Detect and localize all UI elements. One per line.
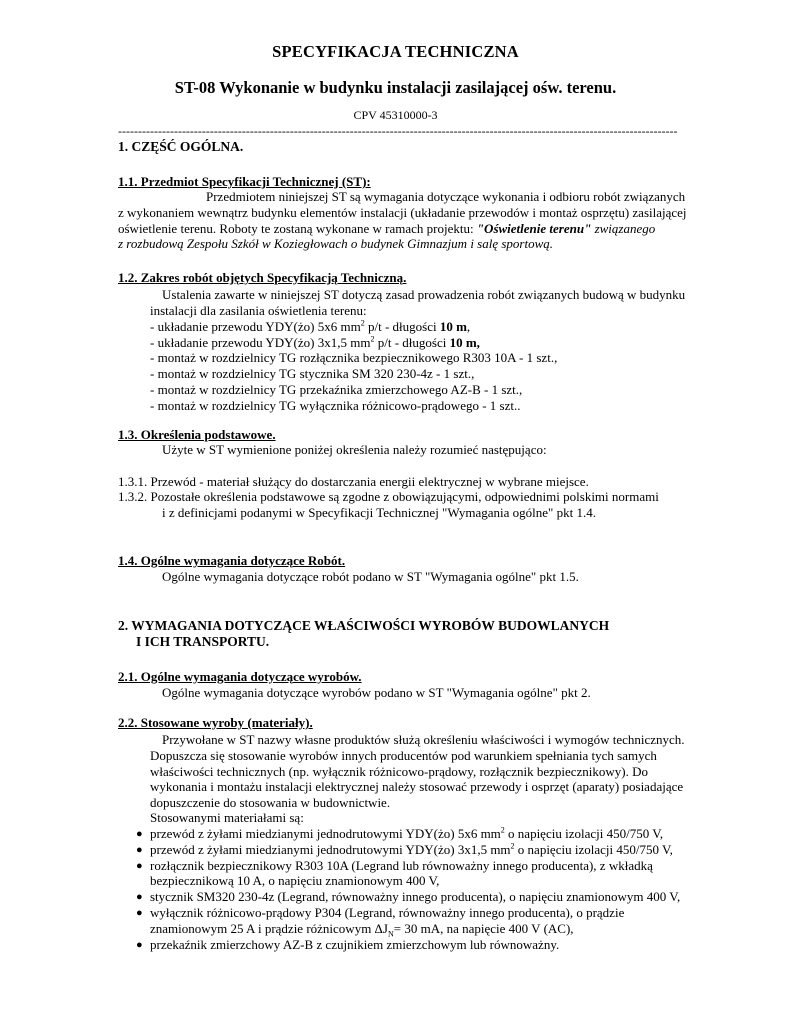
- project-name: "Oświetlenie terenu": [476, 221, 592, 236]
- section-2-2-line: Przywołane w ST nazwy własne produktów służą określeniu właściwości i wymogów technicznych.: [162, 732, 685, 747]
- document-subtitle: ST-08 Wykonanie w budynku instalacji zasilającej ośw. terenu.: [174, 78, 617, 97]
- text-run: przewód z żyłami miedzianymi jednodrutowymi YDY(żo) 3x1,5 mm: [150, 842, 511, 857]
- material-item-continued: bezpiecznikową 10 A, o napięciu znamionowym 400 V,: [150, 873, 440, 888]
- text-run: p/t - długości: [364, 319, 440, 334]
- length-value: 10 m,: [449, 335, 480, 350]
- section-2-heading: I ICH TRANSPORTU.: [136, 634, 270, 649]
- dashed-separator: --------------------------------------------------------------------------------------------------------------------------------------------: [118, 124, 678, 138]
- scope-item: [150, 319, 470, 335]
- subscript: N: [387, 929, 394, 939]
- scope-item: - montaż w rozdzielnicy TG przekaźnika zmierzchowego AZ-B - 1 szt.,: [150, 382, 523, 397]
- bullet-icon: ●: [136, 891, 143, 903]
- section-2-2-line: właściwości technicznych (np. wyłącznik różnicowo-prądowy, rozłącznik bezpiecznikowy). Do: [150, 764, 649, 779]
- section-2-1-heading: 2.1. Ogólne wymagania dotyczące wyrobów.: [118, 669, 362, 684]
- text-run: związanego: [591, 221, 656, 236]
- bullet-icon: ●: [136, 907, 143, 919]
- superscript: 2: [510, 841, 515, 851]
- definition-item: i z definicjami podanymi w Specyfikacji Technicznej "Wymagania ogólne" pkt 1.4.: [162, 505, 596, 520]
- definition-item: 1.3.1. Przewód - materiał służący do dostarczania energii elektrycznej w wybrane miejsce.: [118, 474, 589, 489]
- material-item: [150, 826, 663, 842]
- length-value: 10 m: [439, 319, 467, 334]
- section-1-1-line: [118, 221, 655, 237]
- material-item: stycznik SM320 230-4z (Legrand, równoważny innego producenta), o napięciu znamionowym 400 V,: [150, 889, 681, 904]
- text-run: ,: [466, 319, 471, 334]
- superscript: 2: [500, 825, 505, 835]
- scope-item: - montaż w rozdzielnicy TG wyłącznika różnicowo-prądowego - 1 szt..: [150, 398, 521, 413]
- bullet-icon: ●: [136, 844, 143, 856]
- section-1-heading: 1. CZĘŚĆ OGÓLNA.: [118, 139, 244, 154]
- section-2-2-line: dopuszczenie do stosowania w budownictwie.: [150, 795, 391, 810]
- section-1-1-line: Przedmiotem niniejszej ST są wymagania dotyczące wykonania i odbioru robót związanych: [206, 189, 686, 204]
- material-item: rozłącznik bezpiecznikowy R303 10A (Legrand lub równoważny innego producenta), z wkładką: [150, 858, 653, 873]
- section-1-4-line: Ogólne wymagania dotyczące robót podano w ST "Wymagania ogólne" pkt 1.5.: [162, 569, 579, 584]
- text-run: o napięciu izolacji 450/750 V,: [514, 842, 673, 857]
- section-1-1-heading: 1.1. Przedmiot Specyfikacji Technicznej (ST):: [118, 174, 371, 189]
- scope-item: - montaż w rozdzielnicy TG stycznika SM 320 230-4z - 1 szt.,: [150, 366, 475, 381]
- text-run: - układanie przewodu YDY(żo) 3x1,5 mm: [150, 335, 371, 350]
- section-1-2-line: instalacji dla zasilania oświetlenia terenu:: [150, 303, 367, 318]
- document-title: SPECYFIKACJA TECHNICZNA: [272, 42, 519, 61]
- material-item-continued: [150, 921, 574, 937]
- section-1-1-line: z wykonaniem wewnątrz budynku elementów instalacji (układanie przewodów i montaż osprzętu) zasilającej: [118, 205, 687, 220]
- text-run: - układanie przewodu YDY(żo) 5x6 mm: [150, 319, 361, 334]
- superscript: 2: [370, 334, 375, 344]
- section-1-3-heading: 1.3. Określenia podstawowe.: [118, 427, 276, 442]
- section-2-heading: 2. WYMAGANIA DOTYCZĄCE WŁAŚCIWOŚCI WYROBÓW BUDOWLANYCH: [118, 618, 610, 633]
- text-run: oświetlenie terenu. Roboty te zostaną wykonane w ramach projektu:: [118, 221, 477, 236]
- section-1-3-line: Użyte w ST wymienione poniżej określenia należy rozumieć następująco:: [162, 442, 547, 457]
- text-run: o napięciu izolacji 450/750 V,: [504, 826, 664, 841]
- section-1-1-line: z rozbudową Zespołu Szkół w Koziegłowach o budynek Gimnazjum i salę sportową.: [118, 236, 554, 251]
- scope-item: [150, 335, 480, 351]
- section-2-2-line: Dopuszcza się stosowanie wyrobów innych producentów pod warunkiem spełniania tych samych: [150, 748, 657, 763]
- text-run: p/t - długości: [374, 335, 450, 350]
- definition-item: 1.3.2. Pozostałe określenia podstawowe są zgodne z obowiązującymi, odpowiednimi polskimi normami: [118, 489, 659, 504]
- scope-item: - montaż w rozdzielnicy TG rozłącznika bezpiecznikowego R303 10A - 1 szt.,: [150, 350, 558, 365]
- material-item: wyłącznik różnicowo-prądowy P304 (Legrand, równoważny innego producenta), o prądzie: [150, 905, 625, 920]
- text-run: znamionowym 25 A i prądzie różnicowym ΔJ: [150, 921, 388, 936]
- bullet-icon: ●: [136, 939, 143, 951]
- section-1-4-heading: 1.4. Ogólne wymagania dotyczące Robót.: [118, 553, 346, 568]
- section-2-2-line: Stosowanymi materiałami są:: [150, 810, 304, 825]
- material-item: przekaźnik zmierzchowy AZ-B z czujnikiem zmierzchowym lub równoważny.: [150, 937, 560, 952]
- text-run: = 30 mA, na napięcie 400 V (AC),: [393, 921, 574, 936]
- section-1-2-heading: 1.2. Zakres robót objętych Specyfikacją Techniczną.: [118, 270, 407, 285]
- cpv-code: CPV 45310000-3: [353, 108, 438, 122]
- bullet-icon: ●: [136, 828, 143, 840]
- text-run: przewód z żyłami miedzianymi jednodrutowymi YDY(żo) 5x6 mm: [150, 826, 501, 841]
- section-2-2-line: wykonania i montażu instalacji elektrycznej należy stosować przewody i osprzęt (aparaty) posiadające: [150, 779, 684, 794]
- material-item: [150, 842, 673, 858]
- section-2-2-heading: 2.2. Stosowane wyroby (materiały).: [118, 715, 313, 730]
- superscript: 2: [360, 318, 365, 328]
- section-2-1-line: Ogólne wymagania dotyczące wyrobów podano w ST "Wymagania ogólne" pkt 2.: [162, 685, 591, 700]
- section-1-2-line: Ustalenia zawarte w niniejszej ST dotyczą zasad prowadzenia robót związanych budową w budynku: [162, 287, 686, 302]
- bullet-icon: ●: [136, 860, 143, 872]
